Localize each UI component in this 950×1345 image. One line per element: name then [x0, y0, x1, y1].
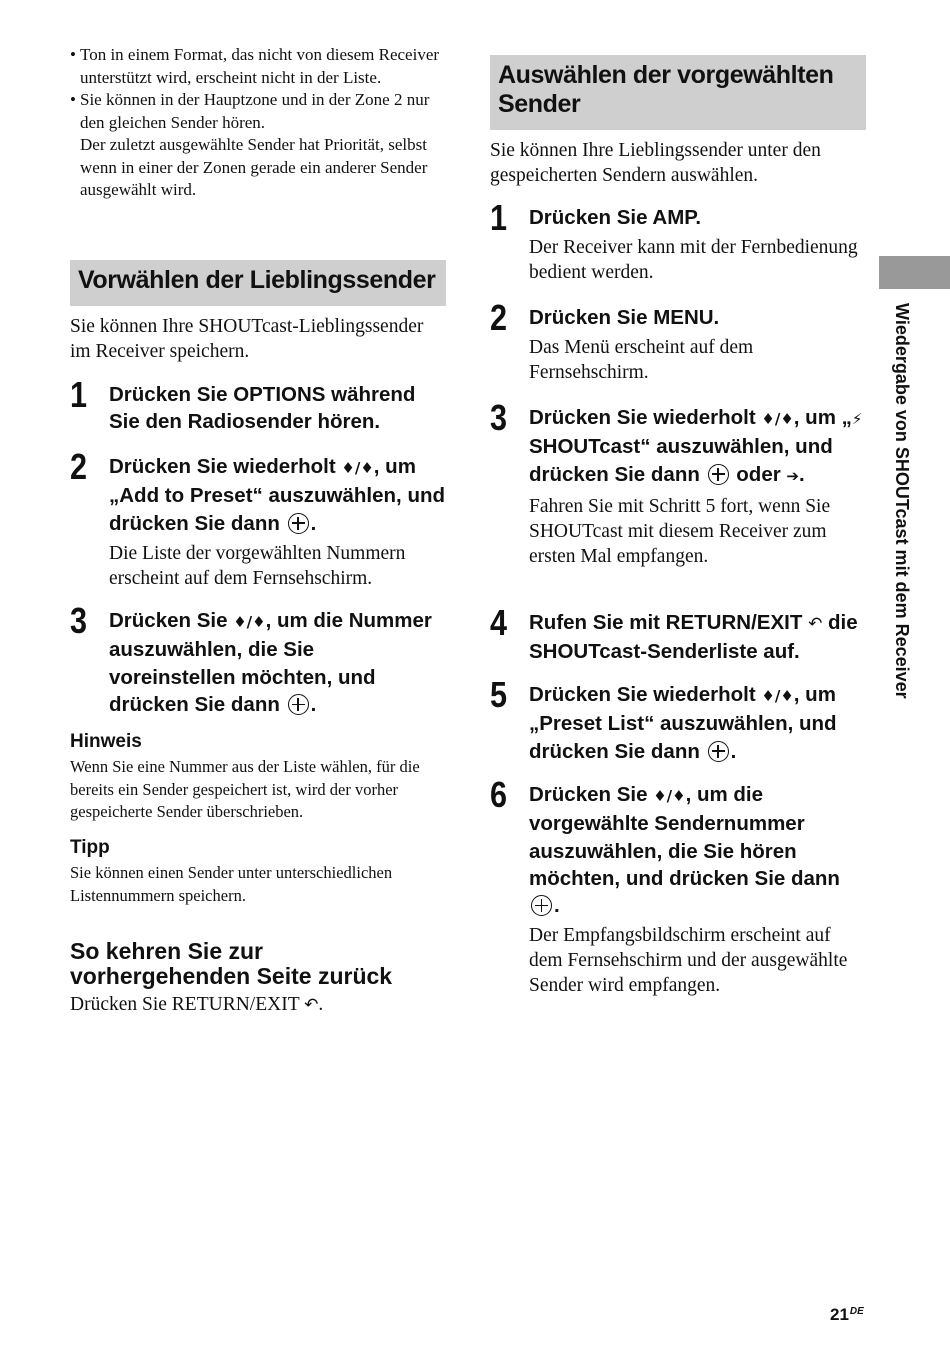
step [490, 397, 866, 569]
step-title: Drücken Sie wiederholt ♦/♦, um „Add to Preset“ auszuwählen, und drücken Sie dann . [109, 455, 446, 535]
step-number: 1 [490, 197, 508, 238]
step [490, 674, 866, 765]
step-title: Drücken Sie wiederholt ♦/♦, um „Preset List“ auszuwählen, und drücken Sie dann . [529, 683, 837, 763]
network-icon: ⚡ [851, 410, 863, 428]
tip-text: Sie können einen Sender unter unterschiedlichen Listennummern speichern. [70, 863, 393, 905]
section-title: Vorwählen der Lieblingssender [70, 260, 446, 306]
bullet-item: • Ton in einem Format, das nicht von diesem Receiver unterstützt wird, erscheint nicht in der Liste. [70, 45, 440, 87]
enter-button-icon [288, 694, 309, 715]
up-down-arrow-icon: ♦/♦ [233, 613, 266, 631]
section-title: Auswählen der vorgewählten Sender [490, 55, 866, 130]
step [490, 602, 866, 666]
step-title: Drücken Sie AMP. [529, 206, 702, 229]
step [70, 374, 446, 436]
right-arrow-icon: ➔ [786, 466, 799, 485]
return-exit-icon: ↶ [808, 614, 823, 634]
page-number: 21DE [830, 1305, 864, 1324]
step [490, 297, 866, 385]
step [70, 600, 446, 718]
up-down-arrow-icon: ♦/♦ [341, 459, 374, 477]
step-title: Drücken Sie ♦/♦, um die vorgewählte Sendernummer auszuwählen, die Sie hören möchten, und drücken Sie dann . [529, 783, 840, 918]
enter-button-icon [708, 464, 729, 485]
step-number: 3 [70, 600, 88, 641]
step [490, 774, 866, 998]
up-down-arrow-icon: ♦/♦ [761, 687, 794, 705]
step-number: 5 [490, 674, 508, 715]
step-description: Der Empfangsbildschirm erscheint auf dem Fernsehschirm und der ausgewählte Sender wird empfangen. [529, 925, 848, 997]
enter-button-icon [288, 513, 309, 534]
step [70, 446, 446, 591]
section-intro: Sie können Ihre SHOUTcast-Lieblingssender im Receiver speichern. [70, 316, 424, 362]
step-number: 2 [490, 297, 508, 338]
section-intro: Sie können Ihre Lieblingssender unter den gespeicherten Sendern auswählen. [490, 140, 821, 186]
enter-button-icon [708, 741, 729, 762]
chapter-side-label: Wiedergabe von SHOUTcast mit dem Receiver [892, 303, 912, 699]
return-exit-icon: ↶ [304, 995, 319, 1015]
tip-label: Tipp [70, 837, 110, 858]
step-title: Drücken Sie ♦/♦, um die Nummer auszuwählen, die Sie voreinstellen möchten, und drücken Sie dann . [109, 609, 432, 716]
up-down-arrow-icon: ♦/♦ [761, 410, 794, 428]
up-down-arrow-icon: ♦/♦ [653, 787, 686, 805]
return-text: Drücken Sie RETURN/EXIT ↶. [70, 994, 324, 1015]
step-title: Drücken Sie wiederholt ♦/♦, um „⚡ SHOUTcast“ auszuwählen, und drücken Sie dann oder ➔. [529, 406, 863, 486]
return-heading: So kehren Sie zur vorhergehenden Seite zurück [70, 938, 393, 989]
step-number: 1 [70, 374, 88, 415]
bullet-item: • Sie können in der Hauptzone und in der Zone 2 nur den gleichen Sender hören. Der zuletzt ausgewählte Sender hat Priorität, selbst wenn in einer der Zonen gerade ein anderer Sender ausgewählt wird. [70, 90, 430, 199]
step-number: 4 [490, 602, 508, 643]
step-description: Das Menü erscheint auf dem Fernsehschirm. [529, 337, 754, 384]
step-title: Rufen Sie mit RETURN/EXIT ↶ die SHOUTcast-Senderliste auf. [529, 611, 858, 664]
chapter-tab [879, 256, 950, 289]
step-title: Drücken Sie OPTIONS während Sie den Radiosender hören. [109, 383, 416, 434]
step [490, 197, 866, 285]
step-number: 6 [490, 774, 508, 815]
step-description: Der Receiver kann mit der Fernbedienung bedient werden. [529, 237, 858, 284]
step-description: Fahren Sie mit Schritt 5 fort, wenn Sie SHOUTcast mit diesem Receiver zum ersten Mal empfangen. [529, 495, 831, 567]
note-bullets [70, 44, 446, 202]
hint-text: Wenn Sie eine Nummer aus der Liste wählen, für die bereits ein Sender gespeichert ist, wird der vorher gespeicherte Sender überschrieben. [70, 757, 420, 821]
enter-button-icon [531, 895, 552, 916]
step-number: 3 [490, 397, 508, 438]
step-number: 2 [70, 446, 88, 487]
hint-label: Hinweis [70, 731, 142, 752]
step-title: Drücken Sie MENU. [529, 306, 720, 329]
step-description: Die Liste der vorgewählten Nummern erscheint auf dem Fernsehschirm. [109, 542, 406, 589]
